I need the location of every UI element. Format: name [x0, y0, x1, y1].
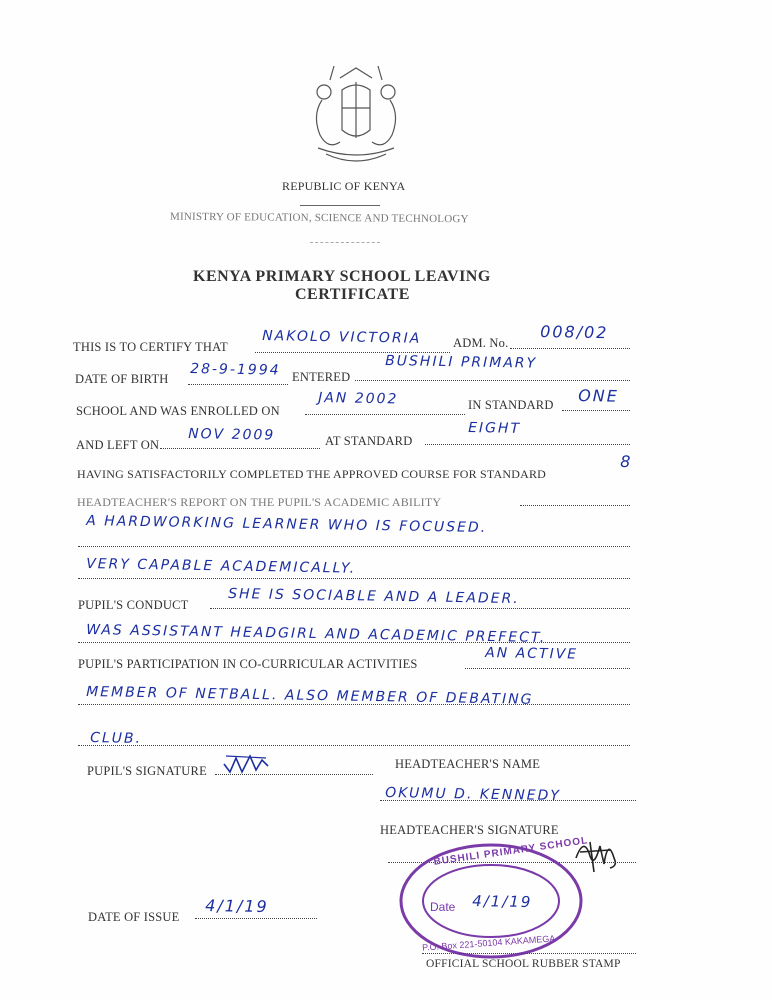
- dotted-line: [422, 953, 636, 954]
- conduct-line1: SHE IS SOCIABLE AND A LEADER.: [228, 586, 520, 608]
- dotted-line: [510, 348, 630, 349]
- dotted-line: [425, 444, 630, 445]
- dotted-line: [380, 800, 636, 801]
- report-line2: VERY CAPABLE ACADEMICALLY.: [86, 556, 357, 577]
- country-heading: REPUBLIC OF KENYA: [282, 179, 406, 193]
- pupil-signature-mark: [222, 752, 272, 776]
- certify-label: THIS IS TO CERTIFY THAT: [73, 340, 228, 354]
- dotted-line: [78, 642, 630, 643]
- dotted-line: [160, 448, 320, 449]
- dob-label: DATE OF BIRTH: [75, 372, 169, 386]
- dotted-line: [78, 546, 630, 547]
- divider: [310, 242, 380, 243]
- conduct-line2: WAS ASSISTANT HEADGIRL AND ACADEMIC PREFECT.: [86, 622, 547, 647]
- school-value: BUSHILI PRIMARY: [385, 353, 538, 372]
- headteacher-signature-label: HEADTEACHER'S SIGNATURE: [380, 823, 559, 837]
- stamp-address-text: P.O. Box 221-50104 KAKAMEGA: [421, 933, 556, 953]
- adm-no-value: 008/02: [540, 322, 609, 343]
- adm-no-label: ADM. No.: [453, 336, 509, 350]
- dotted-line: [520, 505, 630, 506]
- headteacher-name-label: HEADTEACHER'S NAME: [395, 757, 541, 771]
- dotted-line: [78, 578, 630, 579]
- at-standard-label: AT STANDARD: [325, 434, 413, 448]
- dotted-line: [355, 380, 630, 381]
- stamp-date-value: 4/1/19: [472, 892, 533, 912]
- ministry-heading: MINISTRY OF EDUCATION, SCIENCE AND TECHNOLOGY: [169, 210, 469, 226]
- left-on-label: AND LEFT ON: [76, 438, 160, 452]
- in-standard-value: ONE: [578, 386, 619, 406]
- dotted-line: [188, 384, 288, 385]
- certificate-title-line2: CERTIFICATE: [295, 286, 410, 303]
- dotted-line: [78, 704, 630, 705]
- pupil-signature-label: PUPIL'S SIGNATURE: [87, 764, 207, 778]
- dotted-line: [305, 414, 465, 415]
- completed-standard-value: 8: [620, 452, 633, 472]
- dotted-line: [465, 668, 630, 669]
- participation-label: PUPIL'S PARTICIPATION IN CO-CURRICULAR ACTIVITIES: [78, 657, 418, 671]
- date-of-issue-value: 4/1/19: [205, 896, 269, 917]
- entered-label: ENTERED: [292, 370, 351, 384]
- certificate-title: KENYA PRIMARY SCHOOL LEAVING: [193, 268, 491, 285]
- in-standard-label: IN STANDARD: [468, 398, 554, 412]
- participation-line2: MEMBER OF NETBALL. ALSO MEMBER OF DEBATING: [86, 684, 534, 708]
- report-line1: A HARDWORKING LEARNER WHO IS FOCUSED.: [86, 513, 488, 537]
- stamp-school-text: BUSHILI PRIMARY SCHOOL: [432, 835, 589, 868]
- enrolled-label: SCHOOL AND WAS ENROLLED ON: [76, 404, 280, 418]
- headteacher-name-value: OKUMU D. KENNEDY: [385, 785, 562, 805]
- pupil-name-value: NAKOLO VICTORIA: [262, 328, 422, 347]
- participation-line3: CLUB.: [90, 730, 143, 747]
- divider: [300, 205, 380, 206]
- dob-value: 28-9-1994: [190, 361, 281, 379]
- dotted-line: [78, 745, 630, 746]
- official-stamp-label: OFFICIAL SCHOOL RUBBER STAMP: [426, 958, 621, 970]
- coat-of-arms-emblem: [300, 60, 412, 172]
- stamp-date-label: Date: [430, 900, 456, 914]
- enrolled-value: JAN 2002: [318, 390, 399, 408]
- date-of-issue-label: DATE OF ISSUE: [88, 910, 180, 924]
- dotted-line: [562, 410, 630, 411]
- dotted-line: [210, 608, 630, 609]
- participation-line1: AN ACTIVE: [485, 645, 579, 663]
- dotted-line: [195, 918, 317, 919]
- completed-label: HAVING SATISFACTORILY COMPLETED THE APPROVED COURSE FOR STANDARD: [77, 467, 547, 481]
- at-standard-value: EIGHT: [468, 420, 522, 437]
- conduct-label: PUPIL'S CONDUCT: [78, 598, 189, 612]
- left-on-value: NOV 2009: [188, 426, 276, 444]
- report-label: HEADTEACHER'S REPORT ON THE PUPIL'S ACADEMIC ABILITY: [77, 495, 442, 509]
